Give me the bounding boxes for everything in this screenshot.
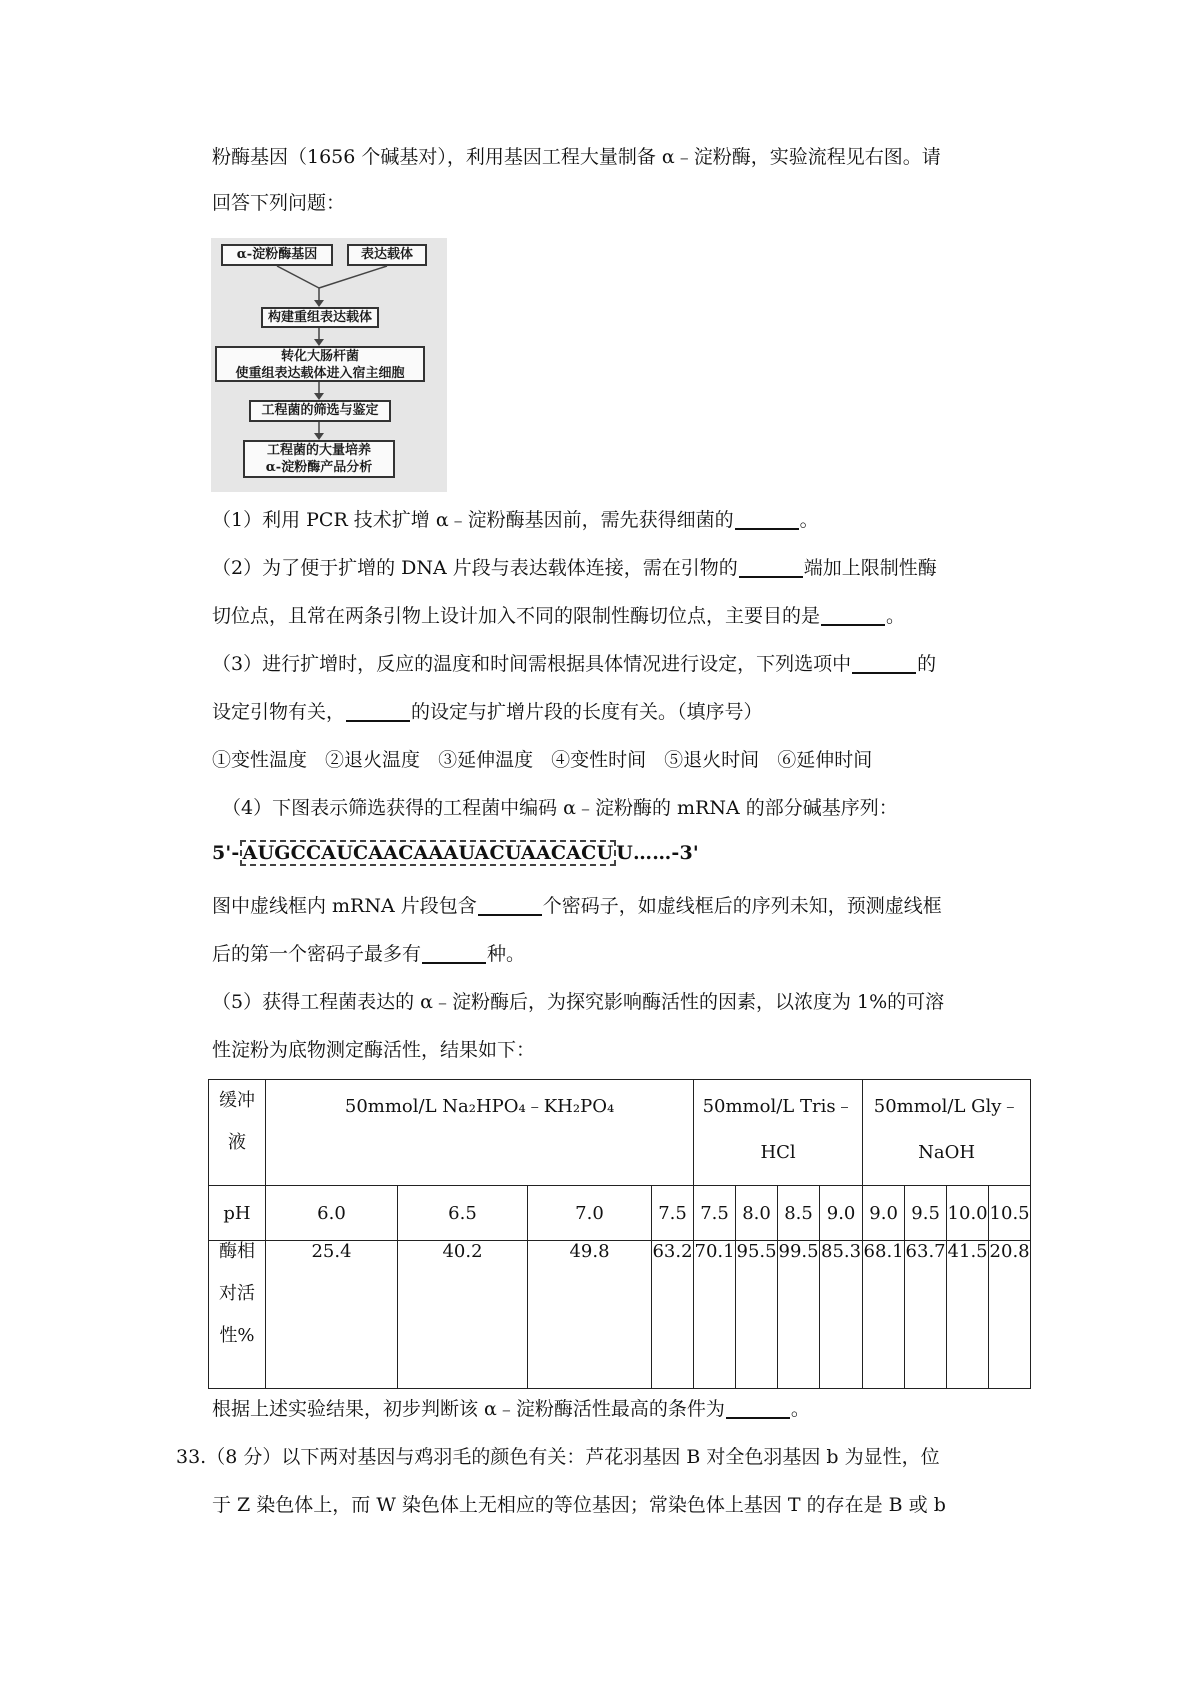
answer-blank-4b — [422, 942, 486, 964]
table-cell: 6.5 — [398, 1186, 528, 1241]
question-3-text-b: 的 — [917, 653, 937, 675]
table-cell: 49.8 — [528, 1241, 652, 1389]
table-cell: 70.1 — [694, 1241, 736, 1389]
activity-label-cell — [209, 1241, 266, 1389]
buffer-label-1: 缓冲 — [219, 1090, 255, 1111]
table-cell: 20.8 — [989, 1241, 1031, 1389]
table-cell: 25.4 — [266, 1241, 398, 1389]
answer-blank-5 — [726, 1397, 790, 1419]
question-4-text-d: 后的第一个密码子最多有 — [212, 943, 422, 965]
mrna-boxed-segment: AUGCCAUCAACAAAUACUAACACU — [240, 840, 617, 866]
table-row-ph — [209, 1186, 1031, 1241]
table-cell: 41.5 — [947, 1241, 989, 1389]
question-2-text-c: 切位点，且常在两条引物上设计加入不同的限制性酶切位点，主要目的是 — [212, 605, 821, 627]
question-3-text-a: （3）进行扩增时，反应的温度和时间需根据具体情况进行设定，下列选项中 — [212, 653, 852, 675]
buffer-label-cell — [209, 1080, 266, 1186]
question-2-text-d: 。 — [886, 605, 906, 627]
flow-step-culture — [243, 440, 395, 478]
buffer-tris-line-2: HCl — [760, 1142, 796, 1163]
mrna-prefix: 5'- — [212, 842, 240, 864]
table-cell: 9.0 — [820, 1186, 863, 1241]
question-3-line-2 — [212, 697, 763, 727]
table-cell: 8.5 — [778, 1186, 820, 1241]
question-4-text-c: 个密码子，如虚线框后的序列未知，预测虚线框 — [542, 895, 942, 917]
table-cell: 63.2 — [652, 1241, 694, 1389]
flow-vector-box: 表达载体 — [347, 244, 427, 266]
table-row-activity — [209, 1241, 1031, 1389]
question-1-end: 。 — [799, 509, 819, 531]
activity-label-3: 性% — [219, 1325, 255, 1346]
flow-step-culture-line-2: α-淀粉酶产品分析 — [265, 460, 373, 475]
mrna-suffix: U……-3' — [616, 842, 699, 864]
question-2-line-2 — [212, 601, 905, 631]
question-4-line-2 — [212, 891, 942, 921]
question-33-line-1: 33.（8 分）以下两对基因与鸡羽毛的颜色有关：芦花羽基因 B 对全色羽基因 b 为显性，位 — [176, 1446, 940, 1468]
intro-line-1: 粉酶基因（1656 个碱基对），利用基因工程大量制备 α﹣淀粉酶，实验流程见右图。请 — [212, 146, 941, 168]
flow-step-transform-line-2: 使重组表达载体进入宿主细胞 — [235, 366, 405, 381]
table-cell: 68.1 — [863, 1241, 905, 1389]
question-4-text-e: 种。 — [487, 943, 526, 965]
intro-line-2: 回答下列问题： — [212, 192, 346, 214]
table-cell: 9.5 — [905, 1186, 947, 1241]
question-1-text: （1）利用 PCR 技术扩增 α﹣淀粉酶基因前，需先获得细菌的 — [212, 509, 734, 531]
buffer-tris — [694, 1080, 863, 1186]
activity-label-2: 对活 — [219, 1283, 255, 1304]
table-row-buffer — [209, 1080, 1031, 1186]
question-3-text-c: 设定引物有关， — [212, 701, 346, 723]
table-cell: 6.0 — [266, 1186, 398, 1241]
buffer-tris-line-1: 50mmol/L Tris﹣ — [702, 1096, 854, 1117]
answer-blank-2b — [821, 604, 885, 626]
question-33-line-2: 于 Z 染色体上，而 W 染色体上无相应的等位基因；常染色体上基因 T 的存在是 B 或 b — [212, 1494, 946, 1516]
mrna-sequence — [212, 842, 699, 864]
buffer-label-2: 液 — [228, 1132, 246, 1153]
buffer-phosphate: 50mmol/L Na₂HPO₄﹣KH₂PO₄ — [266, 1080, 694, 1186]
question-5-line-1: （5）获得工程菌表达的 α﹣淀粉酶后，为探究影响酶活性的因素，以浓度为 1%的可溶 — [212, 991, 945, 1013]
flow-step-culture-line-1: 工程菌的大量培养 — [266, 443, 371, 458]
buffer-gly-line-1: 50mmol/L Gly﹣ — [873, 1096, 1020, 1117]
flow-step-construct: 构建重组表达载体 — [261, 307, 379, 328]
conclusion-text: 根据上述实验结果，初步判断该 α﹣淀粉酶活性最高的条件为 — [212, 1398, 725, 1420]
table-cell: 10.5 — [989, 1186, 1031, 1241]
answer-blank-2a — [739, 556, 803, 578]
table-cell: 8.0 — [736, 1186, 778, 1241]
answer-blank-1 — [735, 508, 799, 530]
question-5-line-2: 性淀粉为底物测定酶活性，结果如下： — [212, 1039, 536, 1061]
buffer-gly-line-2: NaOH — [918, 1142, 976, 1163]
flow-step-transform-line-1: 转化大肠杆菌 — [280, 349, 359, 364]
ph-label: pH — [209, 1186, 266, 1241]
conclusion-end: 。 — [790, 1398, 810, 1420]
question-3-line-1 — [212, 649, 936, 679]
question-4: （4）下图表示筛选获得的工程菌中编码 α﹣淀粉酶的 mRNA 的部分碱基序列： — [222, 797, 898, 819]
table-cell: 10.0 — [947, 1186, 989, 1241]
conclusion — [212, 1394, 810, 1424]
experiment-flowchart — [211, 238, 447, 492]
enzyme-activity-table — [208, 1079, 1031, 1389]
flow-gene-box: α-淀粉酶基因 — [221, 244, 333, 266]
question-4-line-3 — [212, 939, 525, 969]
table-cell: 9.0 — [863, 1186, 905, 1241]
question-4-text-b: 图中虚线框内 mRNA 片段包含 — [212, 895, 477, 917]
table-cell: 63.7 — [905, 1241, 947, 1389]
flow-step-screen: 工程菌的筛选与鉴定 — [249, 400, 391, 422]
answer-blank-4a — [478, 894, 542, 916]
activity-label-1: 酶相 — [219, 1241, 255, 1262]
table-cell: 7.0 — [528, 1186, 652, 1241]
question-2-text-a: （2）为了便于扩增的 DNA 片段与表达载体连接，需在引物的 — [212, 557, 738, 579]
table-cell: 40.2 — [398, 1241, 528, 1389]
table-cell: 7.5 — [694, 1186, 736, 1241]
question-2-text-b: 端加上限制性酶 — [803, 557, 937, 579]
question-3-text-d: 的设定与扩增片段的长度有关。（填序号） — [411, 701, 763, 723]
question-1 — [212, 505, 819, 535]
question-3-options: ①变性温度 ②退火温度 ③延伸温度 ④变性时间 ⑤退火时间 ⑥延伸时间 — [212, 749, 873, 771]
answer-blank-3a — [852, 652, 916, 674]
question-2-line-1 — [212, 553, 937, 583]
flow-step-transform — [215, 346, 425, 382]
table-cell: 95.5 — [736, 1241, 778, 1389]
table-cell: 85.3 — [820, 1241, 863, 1389]
table-cell: 7.5 — [652, 1186, 694, 1241]
buffer-gly — [863, 1080, 1031, 1186]
answer-blank-3b — [346, 700, 410, 722]
table-cell: 99.5 — [778, 1241, 820, 1389]
